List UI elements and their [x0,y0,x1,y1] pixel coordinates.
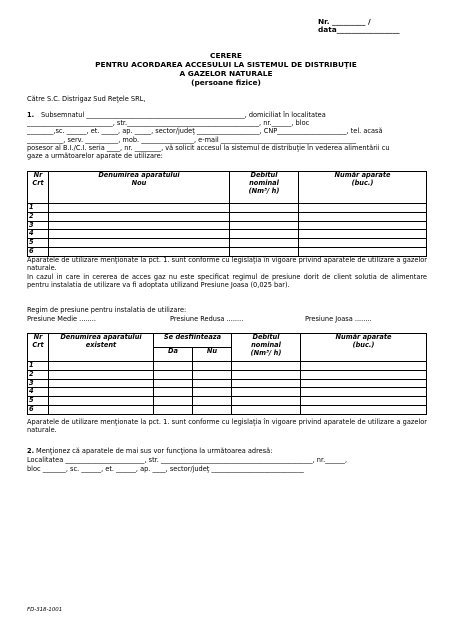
row-number: 4 [28,388,49,397]
row-number: 3 [28,221,49,230]
count-cell[interactable] [301,370,427,379]
title-line-3: A GAZELOR NATURALE [179,69,273,78]
pressure-option-medium[interactable]: Presiune Medie ........ [27,315,96,323]
decommission-no-cell[interactable] [193,388,232,397]
appliance-address-line-2[interactable]: bloc _______, sc. ______, et. ______, ap. ____, sector/judeţ ____________________________ [27,465,304,473]
flow-cell[interactable] [230,212,299,221]
decommission-yes-cell[interactable] [154,370,193,379]
table-row [28,239,427,248]
appliance-name-cell[interactable] [49,221,230,230]
table2-header-count: Număr aparate (buc.) [301,334,427,362]
applicant-id-line[interactable]: posesor al B.I./C.I. seria ____, nr. ________, vă solicit accesul la sistemul de distribuţie în vederea alimentării cu [27,143,390,152]
flow-cell[interactable] [232,370,301,379]
row-number: 3 [28,379,49,388]
appliance-name-cell[interactable] [49,362,154,371]
pressure-option-reduced[interactable]: Presiune Redusa ........ [170,315,244,323]
count-cell[interactable] [301,388,427,397]
flow-cell[interactable] [230,221,299,230]
count-cell[interactable] [299,212,427,221]
count-cell[interactable] [301,405,427,414]
decommission-yes-cell[interactable] [154,397,193,406]
applicant-request-line: gaze a următoarelor aparate de utilizare: [27,152,163,161]
row-number: 1 [28,362,49,371]
table-row [28,204,427,213]
decommission-no-cell[interactable] [193,379,232,388]
table2-header-yes: Da [154,348,193,362]
decommission-no-cell[interactable] [193,370,232,379]
table1-header-nr: Nr Crt [28,172,49,204]
table2-header-decommission: Se desfiinteaza [154,334,232,348]
count-cell[interactable] [299,239,427,248]
table2-header-flow: Debitul nominal (Nm³/ h) [232,334,301,362]
title-line-4: (persoane fizice) [191,78,261,87]
applicant-name-line[interactable]: Subsemnatul ________________________________________________, domiciliat în localitatea [41,111,326,119]
table-row [28,221,427,230]
table-row [28,397,427,406]
form-code: FD-318-1001 [27,607,63,613]
flow-cell[interactable] [230,239,299,248]
count-cell[interactable] [301,362,427,371]
table-row [28,388,427,397]
table-row [28,247,427,256]
row-number: 6 [28,405,49,414]
appliance-name-cell[interactable] [49,405,154,414]
table1-header-count: Număr aparate (buc.) [299,172,427,204]
row-number: 1 [28,204,49,213]
table-row [28,379,427,388]
appliance-name-cell[interactable] [49,247,230,256]
flow-cell[interactable] [230,204,299,213]
appliance-name-cell[interactable] [49,204,230,213]
new-appliances-table [27,171,427,257]
appliance-name-cell[interactable] [49,388,154,397]
section-2-text: Menţionez că aparatele de mai sus vor funcţiona la următoarea adresă: [36,447,273,455]
conformity-statement-2: Aparatele de utilizare menţionate la pct. 1. sunt conforme cu legislaţia în vigoare privind aparatele de utilizare a gazelor naturale. [27,418,427,435]
table-row [28,230,427,239]
flow-cell[interactable] [232,379,301,388]
applicant-contact-line[interactable]: ___________, serv. __________, mob. ________________, e-mail _________________________________________ [27,135,357,144]
document-title [0,51,452,87]
section-1-number: 1. [27,111,35,119]
table1-header-name: Denumirea aparatului Nou [49,172,230,204]
table-row [28,362,427,371]
decommission-yes-cell[interactable] [154,388,193,397]
title-line-2: PENTRU ACORDAREA ACCESULUI LA SISTEMUL DE DISTRIBUŢIE [95,60,357,69]
addressee: Către S.C. Distrigaz Sud Reţele SRL, [27,95,146,103]
conformity-statement-1: Aparatele de utilizare menţionate la pct. 1. sunt conforme cu legislaţia în vigoare privind aparatele de utilizare a gazelor naturale. [27,256,427,273]
count-cell[interactable] [299,247,427,256]
count-cell[interactable] [301,397,427,406]
row-number: 2 [28,212,49,221]
existing-appliances-table [27,333,427,415]
pressure-option-low[interactable]: Presiune Joasa ........ [305,315,372,323]
applicant-address-line[interactable]: __________________________, str.________________________________________, nr.______, bloc [27,119,310,128]
flow-cell[interactable] [232,397,301,406]
appliance-name-cell[interactable] [49,230,230,239]
row-number: 5 [28,397,49,406]
count-cell[interactable] [299,230,427,239]
appliance-address-line-1[interactable]: Localitatea ________________________, str. ______________________________________________, nr.______, [27,456,348,464]
decommission-no-cell[interactable] [193,397,232,406]
flow-cell[interactable] [230,230,299,239]
decommission-no-cell[interactable] [193,362,232,371]
row-number: 2 [28,370,49,379]
row-number: 5 [28,239,49,248]
row-number: 6 [28,247,49,256]
row-number: 4 [28,230,49,239]
table-row [28,405,427,414]
decommission-yes-cell[interactable] [154,362,193,371]
table2-header-name: Denumirea aparatului existent [49,334,154,362]
count-cell[interactable] [301,379,427,388]
applicant-building-cnp-line[interactable]: ________,sc. ______, et. _____, ap. _____, sector/judeţ ___________________, CNP_____________________, tel. acasă [27,127,383,136]
table-row [28,212,427,221]
flow-cell[interactable] [232,405,301,414]
section-2-number: 2. [27,447,35,455]
title-line-1: CERERE [210,51,242,60]
count-cell[interactable] [299,204,427,213]
table2-header-nr: Nr Crt [28,334,49,362]
request-number-date-line[interactable]: Nr. _________ / data_________________ [318,17,400,35]
flow-cell[interactable] [230,247,299,256]
decommission-yes-cell[interactable] [154,379,193,388]
decommission-no-cell[interactable] [193,405,232,414]
section-1-applicant-fields [27,111,427,160]
decommission-yes-cell[interactable] [154,405,193,414]
pressure-default-note: In cazul in care in cererea de acces gaz nu este specificat regimul de presiune dorit de client solutia de alimentare pentru instalatia de utilizare va fi adoptata utilizand Presiune Joasa (0,025 bar). [27,273,427,290]
table2-header-no: Nu [193,348,232,362]
appliance-name-cell[interactable] [49,397,154,406]
appliance-name-cell[interactable] [49,239,230,248]
count-cell[interactable] [299,221,427,230]
flow-cell[interactable] [232,362,301,371]
appliance-name-cell[interactable] [49,379,154,388]
table1-header-flow: Debitul nominal (Nm³/ h) [230,172,299,204]
pressure-regime-label: Regim de presiune pentru instalatia de utilizare: [27,306,187,314]
appliance-name-cell[interactable] [49,370,154,379]
table-row [28,370,427,379]
appliance-name-cell[interactable] [49,212,230,221]
flow-cell[interactable] [232,388,301,397]
